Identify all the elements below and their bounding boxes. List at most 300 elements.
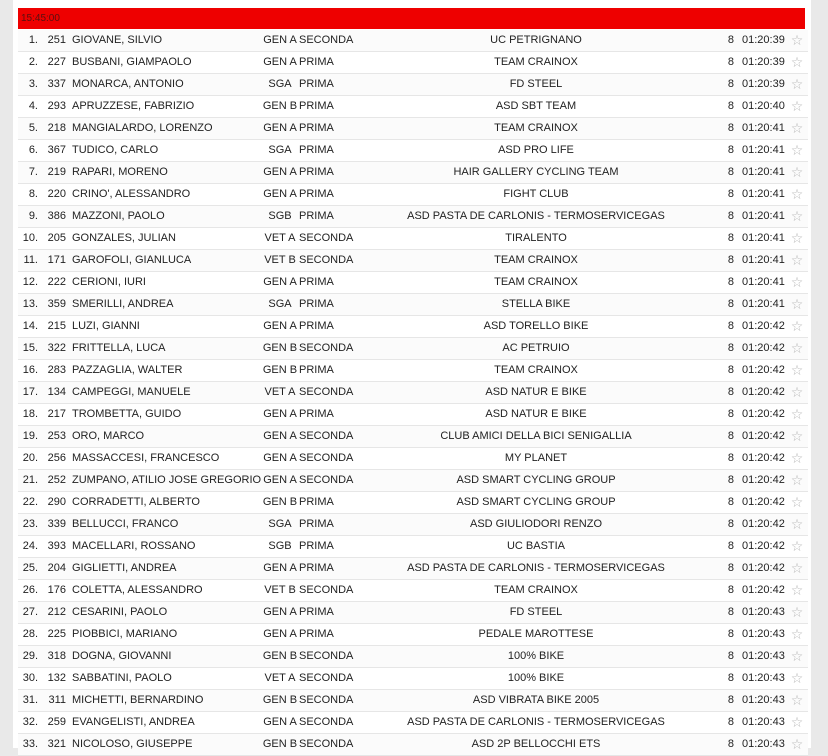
favorite-star-icon[interactable]: ☆ [790,76,804,92]
table-row [18,74,808,96]
team-name: ASD SMART CYCLING GROUP [456,496,616,508]
bib-number: 176 [47,584,66,596]
bib-number: 222 [47,276,66,288]
table-row [18,712,808,734]
table-row [18,118,808,140]
team-name: ASD VIBRATA BIKE 2005 [472,694,600,706]
favorite-star-icon[interactable]: ☆ [790,604,804,620]
rider-name: SMERILLI, ANDREA [72,298,174,310]
team-name: ASD SBT TEAM [495,100,577,112]
rider-name: GAROFOLI, GIANLUCA [72,254,192,266]
table-row [18,404,808,426]
finish-time: 01:20:42 [742,364,785,376]
position: 4. [28,100,38,112]
category: VET A [264,232,296,244]
class: PRIMA [299,628,334,640]
category: GEN A [263,430,297,442]
laps: 8 [727,606,734,618]
favorite-star-icon[interactable]: ☆ [790,494,804,510]
class: PRIMA [299,320,334,332]
class: PRIMA [299,408,334,420]
finish-time: 01:20:39 [742,78,785,90]
favorite-star-icon[interactable]: ☆ [790,516,804,532]
laps: 8 [727,56,734,68]
bib-number: 386 [47,210,66,222]
rider-name: RAPARI, MORENO [72,166,168,178]
rider-name: NICOLOSO, GIUSEPPE [72,738,193,750]
laps: 8 [727,694,734,706]
position: 22. [22,496,38,508]
team-name: ASD PRO LIFE [498,144,574,156]
finish-time: 01:20:42 [742,584,785,596]
team-name: MY PLANET [504,452,568,464]
team-name: UC BASTIA [506,540,566,552]
favorite-star-icon[interactable]: ☆ [790,142,804,158]
finish-time: 01:20:42 [742,452,785,464]
category: GEN A [263,166,297,178]
favorite-star-icon[interactable]: ☆ [790,714,804,730]
category: GEN B [262,650,298,662]
start-time-bar [18,8,805,29]
class: PRIMA [299,298,334,310]
laps: 8 [727,276,734,288]
category: GEN B [262,342,298,354]
team-name: PEDALE MAROTTESE [478,628,594,640]
position: 18. [22,408,38,420]
laps: 8 [727,34,734,46]
team-name: TIRALENTO [505,232,567,244]
position: 10. [22,232,38,244]
finish-time: 01:20:42 [742,540,785,552]
position: 8. [28,188,38,200]
team-name: FD STEEL [509,78,563,90]
laps: 8 [727,672,734,684]
category: GEN A [263,452,297,464]
bib-number: 339 [47,518,66,530]
position: 2. [28,56,38,68]
team-name: HAIR GALLERY CYCLING TEAM [453,166,619,178]
finish-time: 01:20:41 [742,210,785,222]
team-name: ASD 2P BELLOCCHI ETS [471,738,601,750]
team-name: TEAM CRAINOX [494,276,578,288]
class: SECONDA [299,232,354,244]
bib-number: 219 [47,166,66,178]
favorite-star-icon[interactable]: ☆ [790,208,804,224]
favorite-star-icon[interactable]: ☆ [790,186,804,202]
finish-time: 01:20:42 [742,562,785,574]
class: SECONDA [299,34,354,46]
favorite-star-icon[interactable]: ☆ [790,164,804,180]
favorite-star-icon[interactable]: ☆ [790,670,804,686]
class: SECONDA [299,342,354,354]
class: PRIMA [299,210,334,222]
laps: 8 [727,78,734,90]
category: SGA [268,518,292,530]
category: GEN B [262,496,298,508]
laps: 8 [727,408,734,420]
rider-name: CRINO', ALESSANDRO [72,188,191,200]
class: SECONDA [299,738,354,750]
position: 32. [22,716,38,728]
bib-number: 204 [47,562,66,574]
category: GEN A [263,408,297,420]
bib-number: 218 [47,122,66,134]
bib-number: 134 [47,386,66,398]
table-row [18,624,808,646]
position: 27. [22,606,38,618]
team-name: ASD SMART CYCLING GROUP [456,474,616,486]
bib-number: 293 [47,100,66,112]
team-name: TEAM CRAINOX [494,364,578,376]
laps: 8 [727,496,734,508]
position: 23. [22,518,38,530]
table-row [18,294,808,316]
class: PRIMA [299,540,334,552]
position: 20. [22,452,38,464]
class: SECONDA [299,650,354,662]
position: 28. [22,628,38,640]
rider-name: MONARCA, ANTONIO [72,78,184,90]
position: 33. [22,738,38,750]
finish-time: 01:20:40 [742,100,785,112]
favorite-star-icon[interactable]: ☆ [790,560,804,576]
team-name: TEAM CRAINOX [494,122,578,134]
bib-number: 252 [47,474,66,486]
position: 16. [22,364,38,376]
bib-number: 227 [47,56,66,68]
position: 14. [22,320,38,332]
rider-name: SABBATINI, PAOLO [72,672,172,684]
favorite-star-icon[interactable]: ☆ [790,736,804,752]
class: SECONDA [299,584,354,596]
finish-time: 01:20:43 [742,628,785,640]
category: SGA [268,144,292,156]
team-name: 100% BIKE [507,650,565,662]
category: GEN A [263,562,297,574]
laps: 8 [727,562,734,574]
finish-time: 01:20:41 [742,166,785,178]
category: SGB [268,210,292,222]
table-row [18,250,808,272]
rider-name: PAZZAGLIA, WALTER [72,364,183,376]
class: SECONDA [299,430,354,442]
rider-name: APRUZZESE, FABRIZIO [72,100,195,112]
team-name: FIGHT CLUB [503,188,569,200]
start-time: 15:45:00 [21,13,60,24]
favorite-star-icon[interactable]: ☆ [790,230,804,246]
rider-name: BELLUCCI, FRANCO [72,518,179,530]
rider-name: TUDICO, CARLO [72,144,159,156]
table-row [18,734,808,756]
favorite-star-icon[interactable]: ☆ [790,692,804,708]
rider-name: PIOBBICI, MARIANO [72,628,178,640]
rider-name: CAMPEGGI, MANUELE [72,386,191,398]
laps: 8 [727,716,734,728]
table-row [18,140,808,162]
rider-name: ZUMPANO, ATILIO JOSE GREGORIO [72,474,262,486]
class: SECONDA [299,672,354,684]
laps: 8 [727,738,734,750]
class: PRIMA [299,364,334,376]
table-row [18,536,808,558]
bib-number: 132 [47,672,66,684]
finish-time: 01:20:43 [742,716,785,728]
bib-number: 171 [47,254,66,266]
bib-number: 359 [47,298,66,310]
favorite-star-icon[interactable]: ☆ [790,340,804,356]
table-row [18,52,808,74]
team-name: ASD PASTA DE CARLONIS - TERMOSERVICEGAS [407,562,665,574]
category: GEN B [262,694,298,706]
team-name: TEAM CRAINOX [494,56,578,68]
table-row [18,448,808,470]
favorite-star-icon[interactable]: ☆ [790,384,804,400]
bib-number: 393 [47,540,66,552]
class: SECONDA [299,474,354,486]
category: GEN A [263,276,297,288]
laps: 8 [727,474,734,486]
laps: 8 [727,628,734,640]
table-row [18,360,808,382]
category: GEN B [262,364,298,376]
table-row [18,580,808,602]
finish-time: 01:20:42 [742,430,785,442]
position: 24. [22,540,38,552]
position: 6. [28,144,38,156]
laps: 8 [727,298,734,310]
position: 9. [28,210,38,222]
position: 1. [28,34,38,46]
favorite-star-icon[interactable]: ☆ [790,32,804,48]
finish-time: 01:20:39 [742,56,785,68]
position: 30. [22,672,38,684]
laps: 8 [727,386,734,398]
team-name: AC PETRUIO [502,342,570,354]
finish-time: 01:20:43 [742,650,785,662]
table-row [18,206,808,228]
laps: 8 [727,650,734,662]
finish-time: 01:20:42 [742,342,785,354]
bib-number: 259 [47,716,66,728]
category: SGA [268,298,292,310]
team-name: TEAM CRAINOX [494,584,578,596]
favorite-star-icon[interactable]: ☆ [790,54,804,70]
favorite-star-icon[interactable]: ☆ [790,120,804,136]
laps: 8 [727,452,734,464]
position: 31. [22,694,38,706]
bib-number: 251 [47,34,66,46]
table-row [18,338,808,360]
category: GEN A [263,34,297,46]
table-row [18,492,808,514]
laps: 8 [727,430,734,442]
rider-name: GONZALES, JULIAN [72,232,176,244]
bib-number: 217 [47,408,66,420]
bib-number: 322 [47,342,66,354]
finish-time: 01:20:42 [742,474,785,486]
team-name: FD STEEL [509,606,563,618]
category: VET A [264,672,296,684]
category: GEN A [263,188,297,200]
category: GEN A [263,122,297,134]
laps: 8 [727,188,734,200]
category: SGB [268,540,292,552]
class: PRIMA [299,122,334,134]
team-name: ASD NATUR E BIKE [485,386,587,398]
position: 15. [22,342,38,354]
position: 12. [22,276,38,288]
rider-name: ORO, MARCO [72,430,145,442]
bib-number: 205 [47,232,66,244]
team-name: UC PETRIGNANO [490,34,582,46]
table-row [18,426,808,448]
rider-name: MICHETTI, BERNARDINO [72,694,204,706]
category: GEN A [263,606,297,618]
category: SGA [268,78,292,90]
rider-name: COLETTA, ALESSANDRO [72,584,203,596]
category: GEN A [263,716,297,728]
category: GEN A [263,474,297,486]
bib-number: 283 [47,364,66,376]
laps: 8 [727,342,734,354]
rider-name: BUSBANI, GIAMPAOLO [72,56,192,68]
category: GEN A [263,628,297,640]
laps: 8 [727,232,734,244]
rider-name: LUZI, GIANNI [72,320,140,332]
favorite-star-icon[interactable]: ☆ [790,626,804,642]
bib-number: 337 [47,78,66,90]
rider-name: CORRADETTI, ALBERTO [72,496,200,508]
bib-number: 290 [47,496,66,508]
class: SECONDA [299,386,354,398]
rider-name: CESARINI, PAOLO [72,606,168,618]
table-row [18,602,808,624]
position: 3. [28,78,38,90]
class: PRIMA [299,496,334,508]
favorite-star-icon[interactable]: ☆ [790,252,804,268]
class: PRIMA [299,276,334,288]
rider-name: MASSACCESI, FRANCESCO [72,452,220,464]
favorite-star-icon[interactable]: ☆ [790,450,804,466]
class: PRIMA [299,144,334,156]
favorite-star-icon[interactable]: ☆ [790,296,804,312]
finish-time: 01:20:41 [742,298,785,310]
rider-name: MACELLARI, ROSSANO [72,540,196,552]
team-name: 100% BIKE [507,672,565,684]
bib-number: 318 [47,650,66,662]
category: VET B [264,584,296,596]
finish-time: 01:20:39 [742,34,785,46]
category: GEN B [262,100,298,112]
class: PRIMA [299,166,334,178]
table-row [18,228,808,250]
table-row [18,668,808,690]
bib-number: 311 [48,694,66,706]
class: PRIMA [299,56,334,68]
position: 11. [23,254,38,266]
position: 26. [22,584,38,596]
team-name: TEAM CRAINOX [494,254,578,266]
finish-time: 01:20:43 [742,694,785,706]
table-row [18,30,808,52]
favorite-star-icon[interactable]: ☆ [790,362,804,378]
bib-number: 215 [47,320,66,332]
laps: 8 [727,320,734,332]
rider-name: DOGNA, GIOVANNI [72,650,172,662]
favorite-star-icon[interactable]: ☆ [790,648,804,664]
table-row [18,646,808,668]
table-row [18,96,808,118]
position: 25. [22,562,38,574]
position: 13. [22,298,38,310]
position: 17. [22,386,38,398]
position: 19. [22,430,38,442]
team-name: ASD TORELLO BIKE [483,320,589,332]
table-row [18,382,808,404]
rider-name: EVANGELISTI, ANDREA [72,716,195,728]
laps: 8 [727,166,734,178]
position: 7. [28,166,38,178]
finish-time: 01:20:41 [742,232,785,244]
team-name: ASD PASTA DE CARLONIS - TERMOSERVICEGAS [407,716,665,728]
category: GEN A [263,320,297,332]
category: GEN A [263,56,297,68]
team-name: ASD NATUR E BIKE [485,408,587,420]
laps: 8 [727,364,734,376]
favorite-star-icon[interactable]: ☆ [790,582,804,598]
team-name: ASD PASTA DE CARLONIS - TERMOSERVICEGAS [407,210,665,222]
class: PRIMA [299,518,334,530]
finish-time: 01:20:42 [742,496,785,508]
finish-time: 01:20:42 [742,408,785,420]
favorite-star-icon[interactable]: ☆ [790,318,804,334]
laps: 8 [727,144,734,156]
class: SECONDA [299,452,354,464]
class: PRIMA [299,606,334,618]
rider-name: CERIONI, IURI [72,276,146,288]
finish-time: 01:20:43 [742,738,785,750]
favorite-star-icon[interactable]: ☆ [790,472,804,488]
team-name: ASD GIULIODORI RENZO [469,518,603,530]
bib-number: 225 [47,628,66,640]
position: 29. [22,650,38,662]
laps: 8 [727,518,734,530]
finish-time: 01:20:42 [742,386,785,398]
laps: 8 [727,540,734,552]
table-row [18,272,808,294]
favorite-star-icon[interactable]: ☆ [790,406,804,422]
laps: 8 [727,584,734,596]
favorite-star-icon[interactable]: ☆ [790,428,804,444]
position: 5. [28,122,38,134]
finish-time: 01:20:41 [742,188,785,200]
finish-time: 01:20:41 [742,254,785,266]
rider-name: TROMBETTA, GUIDO [72,408,182,420]
favorite-star-icon[interactable]: ☆ [790,538,804,554]
rider-name: FRITTELLA, LUCA [72,342,166,354]
table-row [18,558,808,580]
bib-number: 212 [47,606,66,618]
results-table [18,30,808,756]
rider-name: MANGIALARDO, LORENZO [72,122,213,134]
favorite-star-icon[interactable]: ☆ [790,274,804,290]
class: PRIMA [299,100,334,112]
finish-time: 01:20:43 [742,606,785,618]
table-row [18,470,808,492]
favorite-star-icon[interactable]: ☆ [790,98,804,114]
category: VET A [264,386,296,398]
class: PRIMA [299,188,334,200]
